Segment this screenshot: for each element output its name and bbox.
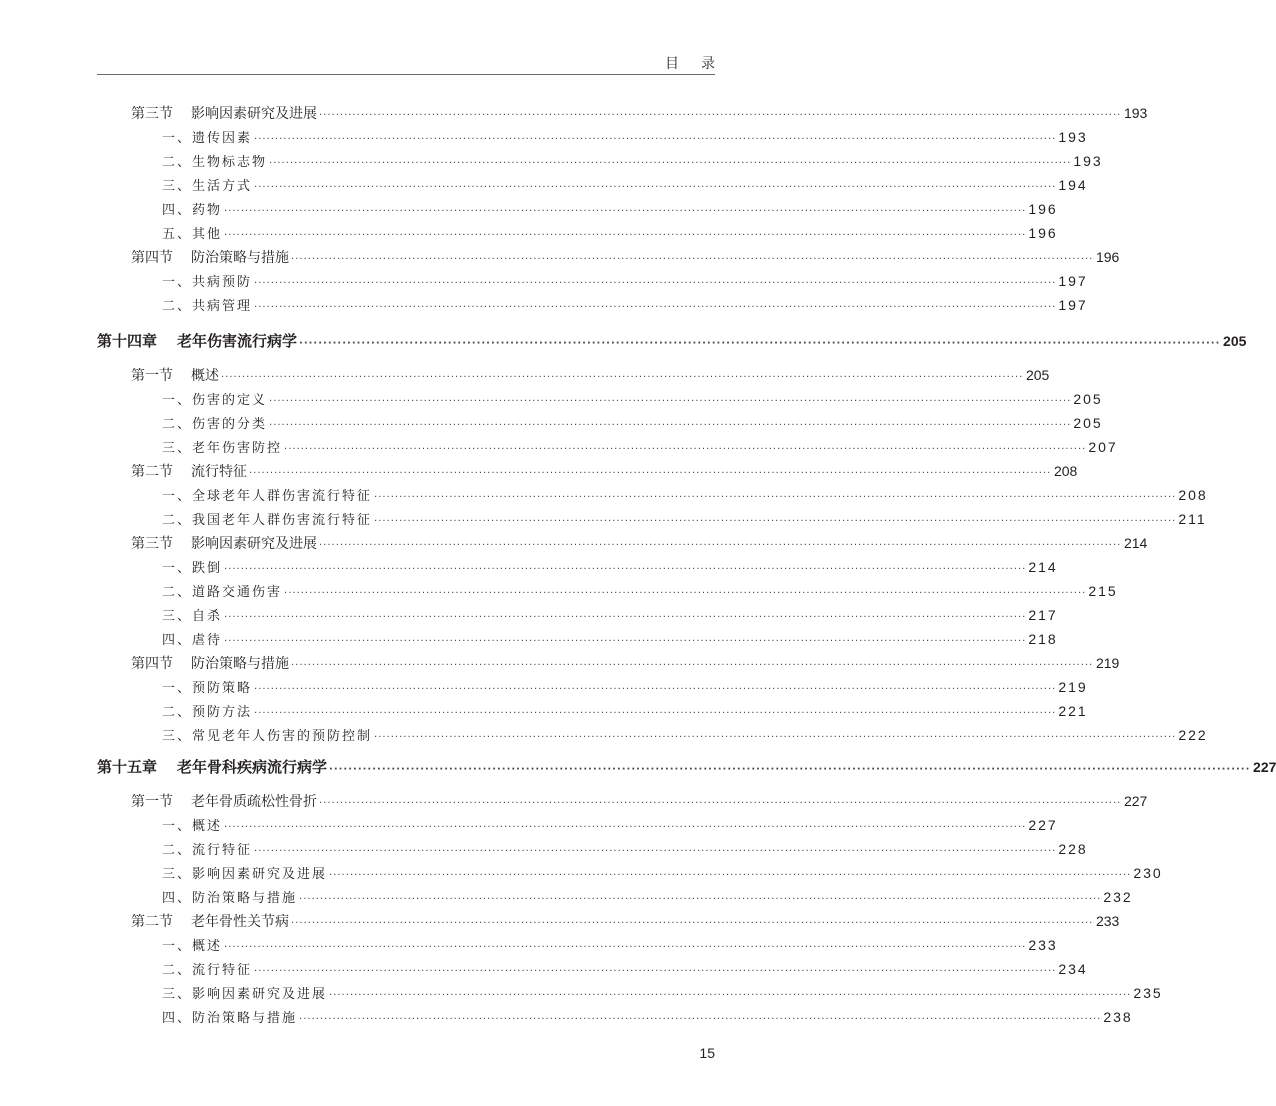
toc-entry-title: 三、老年伤害防控 <box>162 441 283 456</box>
dot-leader <box>224 203 1026 221</box>
toc-entry-page: 217 <box>1028 607 1058 623</box>
toc-entry-label <box>162 632 222 650</box>
toc-entry-title: 五、其他 <box>162 227 223 242</box>
dot-leader <box>329 867 1131 885</box>
dot-leader <box>291 657 1093 675</box>
dot-leader <box>254 275 1056 293</box>
dot-leader <box>299 1011 1101 1029</box>
header-title: 目录 <box>665 56 737 72</box>
toc-section-entry <box>0 912 1120 933</box>
toc-entry-page: 228 <box>1058 841 1088 857</box>
toc-entry-page: 221 <box>1058 703 1088 719</box>
toc-entry-label <box>131 793 317 811</box>
toc-item-entry <box>0 390 1103 411</box>
dot-leader <box>374 729 1176 747</box>
toc-entry-title: 三、自杀 <box>162 609 223 624</box>
toc-entry-title: 三、常见老年人伤害的预防控制 <box>162 729 373 744</box>
toc-entry-page: 193 <box>1123 105 1148 121</box>
toc-item-entry <box>0 816 1058 837</box>
toc-entry-label <box>131 535 317 553</box>
dot-leader <box>329 987 1131 1005</box>
toc-entry-label <box>162 842 252 860</box>
toc-entry-label <box>162 226 222 244</box>
toc-entry-label <box>162 392 267 410</box>
dot-leader <box>374 489 1176 507</box>
toc-entry-title: 一、全球老年人群伤害流行特征 <box>162 489 373 504</box>
toc-entry-label <box>162 866 327 884</box>
toc-entry-page: 205 <box>1073 415 1103 431</box>
toc-entry-title: 一、跌倒 <box>162 561 223 576</box>
toc-entry-title: 一、伤害的定义 <box>162 393 268 408</box>
toc-entry-label <box>162 890 297 908</box>
toc-item-entry <box>0 582 1118 603</box>
toc-entry-label <box>162 680 252 698</box>
dot-leader <box>269 417 1071 435</box>
toc-entry-number: 第二节 <box>131 464 173 480</box>
toc-entry-label <box>131 249 289 267</box>
dot-leader <box>319 795 1121 813</box>
toc-section-entry <box>0 248 1120 269</box>
toc-entry-title: 影响因素研究及进展 <box>191 106 317 122</box>
toc-section-entry <box>0 654 1120 675</box>
toc-entry-label <box>162 512 372 530</box>
toc-entry-page: 235 <box>1133 985 1163 1001</box>
dot-leader <box>221 369 1023 387</box>
toc-entry-label <box>97 332 297 350</box>
toc-item-entry <box>0 414 1103 435</box>
toc-item-entry <box>0 486 1208 507</box>
dot-leader <box>299 891 1101 909</box>
toc-entry-title: 二、流行特征 <box>162 963 253 978</box>
toc-item-entry <box>0 606 1058 627</box>
toc-entry-title: 二、预防方法 <box>162 705 253 720</box>
toc-entry-number: 第一节 <box>131 368 173 384</box>
toc-entry-title: 一、共病预防 <box>162 275 253 290</box>
toc-entry-number: 第三节 <box>131 536 173 552</box>
toc-item-entry <box>0 224 1058 245</box>
toc-entry-number: 第十五章 <box>97 758 158 776</box>
toc-entry-title: 防治策略与措施 <box>191 250 289 266</box>
toc-entry-label <box>162 704 252 722</box>
dot-leader <box>224 939 1026 957</box>
toc-entry-label <box>131 655 289 673</box>
toc-entry-label <box>162 488 372 506</box>
dot-leader <box>254 963 1056 981</box>
toc-entry-label <box>162 154 267 172</box>
toc-entry-label <box>162 1010 297 1028</box>
toc-item-entry <box>0 510 1207 531</box>
toc-item-entry <box>0 888 1133 909</box>
toc-entry-title: 老年骨质疏松性骨折 <box>191 794 317 810</box>
dot-leader <box>224 561 1026 579</box>
toc-section-entry <box>0 104 1148 125</box>
toc-entry-title: 一、遗传因素 <box>162 131 253 146</box>
toc-entry-page: 196 <box>1028 201 1058 217</box>
dot-leader <box>254 131 1056 149</box>
dot-leader <box>224 609 1026 627</box>
toc-entry-title: 二、生物标志物 <box>162 155 268 170</box>
toc-entry-number: 第十四章 <box>97 332 158 350</box>
toc-entry-page: 193 <box>1058 129 1088 145</box>
toc-entry-label <box>131 463 247 481</box>
dot-leader <box>374 513 1176 531</box>
toc-item-entry <box>0 936 1058 957</box>
toc-entry-label <box>162 560 222 578</box>
toc-entry-title: 老年伤害流行病学 <box>177 332 298 350</box>
toc-entry-label <box>162 130 252 148</box>
toc-entry-title: 四、防治策略与措施 <box>162 891 298 906</box>
toc-item-entry <box>0 630 1058 651</box>
toc-entry-page: 205 <box>1025 367 1050 383</box>
toc-entry-page: 196 <box>1028 225 1058 241</box>
toc-entry-title: 老年骨性关节病 <box>191 914 289 930</box>
toc-entry-label <box>162 962 252 980</box>
dot-leader <box>254 705 1056 723</box>
toc-entry-title: 老年骨科疾病流行病学 <box>177 758 328 776</box>
toc-entry-title: 四、虐待 <box>162 633 223 648</box>
dot-leader <box>224 633 1026 651</box>
toc-entry-label <box>162 584 282 602</box>
toc-entry-label <box>131 105 317 123</box>
toc-item-entry <box>0 296 1088 317</box>
toc-entry-title: 一、预防策略 <box>162 681 253 696</box>
toc-entry-number: 第一节 <box>131 794 173 810</box>
toc-entry-label <box>162 178 252 196</box>
toc-section-entry <box>0 792 1148 813</box>
dot-leader <box>224 819 1026 837</box>
running-header <box>97 48 737 75</box>
dot-leader <box>291 251 1093 269</box>
toc-entry-title: 二、我国老年人群伤害流行特征 <box>162 513 373 528</box>
toc-entry-page: 208 <box>1178 487 1208 503</box>
dot-leader <box>299 335 1220 353</box>
toc-entry-number: 第三节 <box>131 106 173 122</box>
toc-entry-label <box>131 367 219 385</box>
dot-leader <box>249 465 1051 483</box>
toc-entry-label <box>162 938 222 956</box>
toc-item-entry <box>0 984 1163 1005</box>
dot-leader <box>319 107 1121 125</box>
toc-entry-title: 四、防治策略与措施 <box>162 1011 298 1026</box>
toc-entry-page: 227 <box>1123 793 1148 809</box>
dot-leader <box>224 227 1026 245</box>
toc-entry-page: 222 <box>1178 727 1208 743</box>
toc-item-entry <box>0 864 1163 885</box>
toc-entry-number: 第二节 <box>131 914 173 930</box>
toc-entry-page: 205 <box>1073 391 1103 407</box>
toc-entry-page: 207 <box>1088 439 1118 455</box>
dot-leader <box>269 155 1071 173</box>
toc-entry-label <box>162 416 267 434</box>
toc-entry-title: 三、影响因素研究及进展 <box>162 867 328 882</box>
toc-item-entry <box>0 558 1058 579</box>
toc-section-entry <box>0 366 1050 387</box>
dot-leader <box>254 179 1056 197</box>
page-number: 15 <box>699 1045 715 1061</box>
toc-section-entry <box>0 462 1078 483</box>
toc-chapter-entry <box>0 332 1247 353</box>
toc-item-entry <box>0 702 1088 723</box>
toc-item-entry <box>0 840 1088 861</box>
toc-item-entry <box>0 176 1088 197</box>
toc-entry-page: 214 <box>1123 535 1148 551</box>
toc-item-entry <box>0 200 1058 221</box>
toc-entry-label <box>162 440 282 458</box>
toc-entry-label <box>97 758 327 776</box>
toc-entry-title: 防治策略与措施 <box>191 656 289 672</box>
toc-entry-page: 227 <box>1028 817 1058 833</box>
toc-entry-page: 238 <box>1103 1009 1133 1025</box>
toc-item-entry <box>0 438 1118 459</box>
dot-leader <box>269 393 1071 411</box>
toc-item-entry <box>0 678 1088 699</box>
toc-item-entry <box>0 726 1208 747</box>
toc-entry-label <box>162 986 327 1004</box>
toc-entry-title: 三、生活方式 <box>162 179 253 194</box>
toc-entry-page: 211 <box>1178 511 1207 527</box>
toc-item-entry <box>0 1008 1133 1029</box>
dot-leader <box>284 441 1086 459</box>
toc-entry-page: 214 <box>1028 559 1058 575</box>
toc-entry-title: 三、影响因素研究及进展 <box>162 987 328 1002</box>
toc-item-entry <box>0 960 1088 981</box>
toc-entry-title: 二、伤害的分类 <box>162 417 268 432</box>
toc-entry-title: 一、概述 <box>162 939 223 954</box>
toc-entry-label <box>162 274 252 292</box>
toc-entry-page: 233 <box>1028 937 1058 953</box>
dot-leader <box>291 915 1093 933</box>
toc-entry-page: 215 <box>1088 583 1118 599</box>
toc-item-entry <box>0 152 1103 173</box>
dot-leader <box>254 681 1056 699</box>
dot-leader <box>329 761 1250 779</box>
toc-entry-page: 219 <box>1058 679 1088 695</box>
dot-leader <box>254 299 1056 317</box>
toc-entry-label <box>162 298 252 316</box>
dot-leader <box>319 537 1121 555</box>
toc-entry-title: 四、药物 <box>162 203 223 218</box>
toc-entry-title: 二、流行特征 <box>162 843 253 858</box>
toc-entry-label <box>162 608 222 626</box>
toc-entry-page: 205 <box>1223 333 1247 349</box>
toc-item-entry <box>0 128 1088 149</box>
toc-chapter-entry <box>0 758 1276 779</box>
toc-entry-page: 197 <box>1058 273 1088 289</box>
toc-entry-page: 233 <box>1095 913 1120 929</box>
toc-entry-title: 二、共病管理 <box>162 299 253 314</box>
toc-entry-page: 194 <box>1058 177 1088 193</box>
toc-entry-number: 第四节 <box>131 250 173 266</box>
toc-entry-page: 234 <box>1058 961 1088 977</box>
toc-entry-page: 230 <box>1133 865 1163 881</box>
toc-entry-title: 流行特征 <box>191 464 247 480</box>
toc-entry-page: 218 <box>1028 631 1058 647</box>
toc-entry-title: 二、道路交通伤害 <box>162 585 283 600</box>
toc-entry-page: 196 <box>1095 249 1120 265</box>
toc-entry-page: 232 <box>1103 889 1133 905</box>
toc-item-entry <box>0 272 1088 293</box>
toc-entry-label <box>131 913 289 931</box>
toc-entry-label <box>162 818 222 836</box>
dot-leader <box>284 585 1086 603</box>
toc-entry-title: 影响因素研究及进展 <box>191 536 317 552</box>
toc-section-entry <box>0 534 1148 555</box>
toc-entry-number: 第四节 <box>131 656 173 672</box>
toc-entry-label <box>162 728 372 746</box>
toc-entry-page: 193 <box>1073 153 1103 169</box>
toc-entry-title: 一、概述 <box>162 819 223 834</box>
toc-entry-label <box>162 202 222 220</box>
toc-entry-title: 概述 <box>191 368 219 384</box>
toc-entry-page: 227 <box>1253 759 1276 775</box>
toc-entry-page: 208 <box>1053 463 1078 479</box>
dot-leader <box>254 843 1056 861</box>
toc-entry-page: 219 <box>1095 655 1120 671</box>
toc-entry-page: 197 <box>1058 297 1088 313</box>
